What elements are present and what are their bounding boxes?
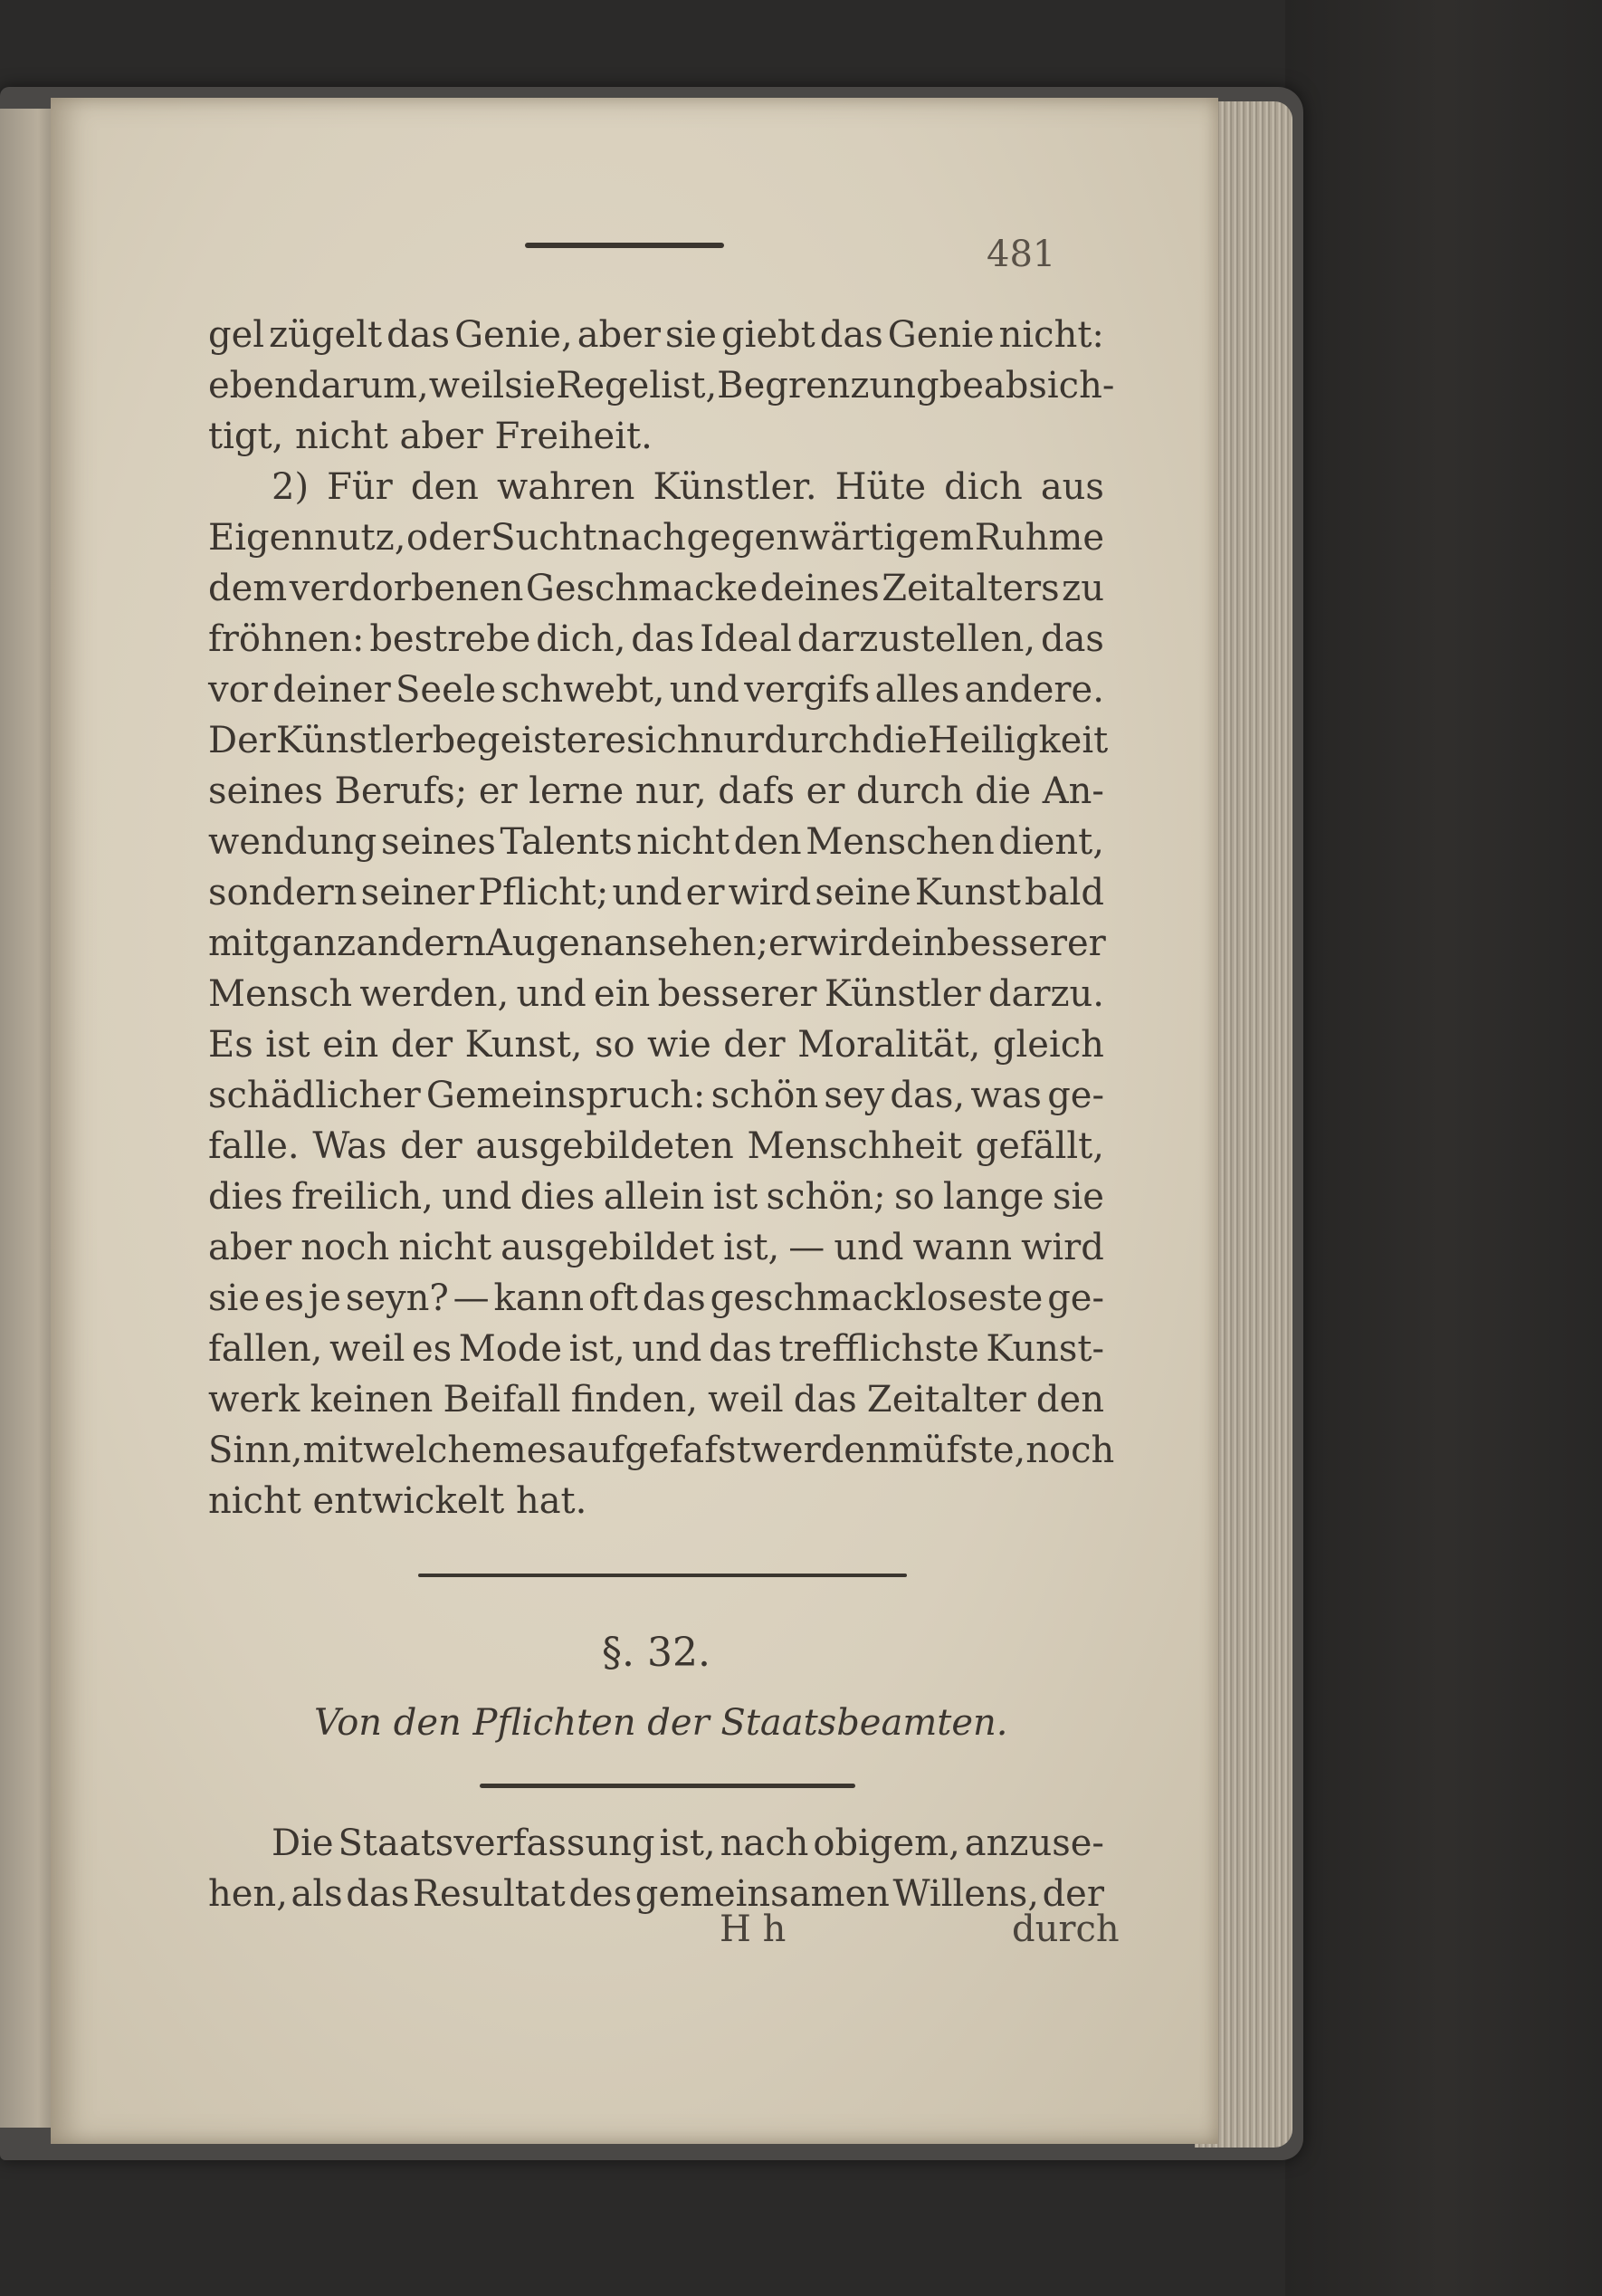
text-line: schädlicher Gemeinspruch: schön sey das, was ge- [208, 1075, 1104, 1116]
text-line: tigt, nicht aber Freiheit. [208, 416, 653, 457]
text-line: wendung seines Talents nicht den Menschen dient, [208, 821, 1104, 863]
text-line: mit ganz andern Augen ansehen; er wird ein besserer [208, 923, 1106, 964]
text-line: sondern seiner Pflicht; und er wird seine Kunst bald [208, 872, 1104, 914]
page-number: 481 [987, 234, 1056, 275]
section-title: Von den Pflichten der Staatsbeamten. [314, 1702, 1008, 1744]
text-line: Es ist ein der Kunst, so wie der Moralität, gleich [208, 1024, 1104, 1066]
text-line: aber noch nicht ausgebildet ist, — und wann wird [208, 1227, 1104, 1268]
text-line: sie es je seyn? — kann oft das geschmackloseste ge- [208, 1277, 1104, 1319]
signature-mark: H h [720, 1909, 787, 1950]
section-rule-lower [480, 1784, 855, 1788]
text-line: 2) Für den wahren Künstler. Hüte dich aus [272, 466, 1104, 508]
main-text [208, 310, 1115, 1526]
text-line: hen, als das Resultat des gemeinsamen Willens, der [208, 1873, 1104, 1915]
text-line: dies freilich, und dies allein ist schön; so lange sie [208, 1176, 1104, 1218]
text-line: vor deiner Seele schwebt, und vergifs alles andere. [208, 669, 1104, 711]
header-rule [525, 243, 724, 248]
section-text [208, 1818, 1104, 1919]
background-board [1285, 0, 1602, 2296]
text-line: Sinn, mit welchem es aufgefafst werden müfste, noch [208, 1430, 1115, 1471]
text-line: fallen, weil es Mode ist, und das trefflichste Kunst- [208, 1328, 1104, 1370]
text-line: fröhnen: bestrebe dich, das Ideal darzustellen, das [208, 618, 1104, 660]
catchword: durch [1012, 1909, 1120, 1950]
text-line: gel zügelt das Genie, aber sie giebt das Genie nicht: [208, 314, 1104, 356]
section-number: §. 32. [602, 1630, 710, 1676]
text-line: falle. Was der ausgebildeten Menschheit gefällt, [208, 1125, 1104, 1167]
text-line: eben darum, weil sie Regel ist, Begrenzung beabsich- [208, 365, 1115, 407]
text-line: dem verdorbenen Geschmacke deines Zeitalters zu [208, 568, 1104, 609]
text-line: werk keinen Beifall finden, weil das Zeitalter den [208, 1379, 1104, 1421]
text-line: Der Künstler begeistere sich nur durch die Heiligkeit [208, 720, 1109, 761]
text-line: seines Berufs; er lerne nur, dafs er durch die An- [208, 770, 1104, 812]
section-rule-upper [418, 1574, 907, 1577]
text-line: Eigennutz, oder Sucht nach gegenwärtigem Ruhme [208, 517, 1104, 559]
text-line: nicht entwickelt hat. [208, 1480, 587, 1522]
text-line: Die Staatsverfassung ist, nach obigem, anzuse- [272, 1822, 1104, 1864]
text-line: Mensch werden, und ein besserer Künstler darzu. [208, 973, 1104, 1015]
